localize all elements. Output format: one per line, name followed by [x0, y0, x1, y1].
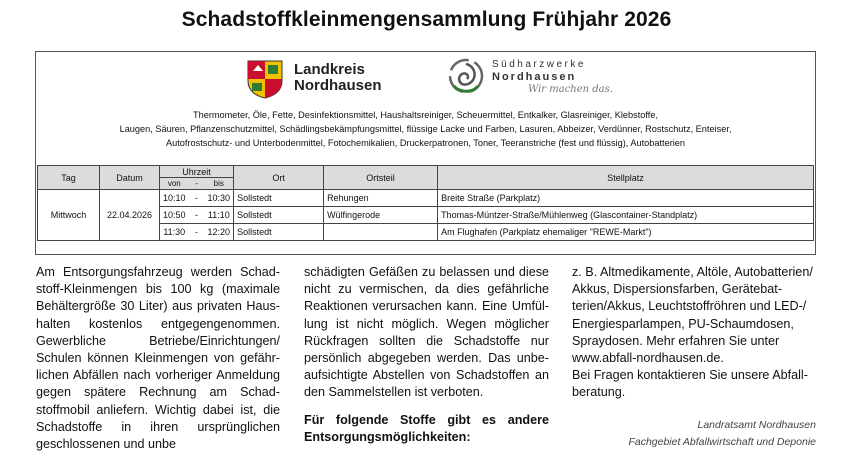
materials-line: Laugen, Säuren, Pflanzenschutzmittel, Schädlingsbekämpfungsmittel, flüssige Lacke und Farben, Lasuren, Abbeizer, Verdünner, Rostschutz, Enteiser,: [119, 124, 732, 134]
cell-tag: Mittwoch: [38, 190, 100, 241]
cell-ortsteil: Wülfingerode: [324, 207, 438, 224]
coat-of-arms-icon: [246, 59, 284, 99]
swirl-logo-icon: [446, 56, 486, 96]
landkreis-line2: Nordhausen: [294, 77, 382, 94]
cell-dash: -: [189, 190, 205, 207]
header-ortsteil: Ortsteil: [324, 166, 438, 190]
page-title: Schadstoffkleinmengensammlung Frühjahr 2026: [181, 8, 672, 31]
header-tag: Tag: [38, 166, 100, 190]
cell-bis: 12:20: [205, 224, 234, 241]
footer-line2: Fachgebiet Abfallwirtschaft und Deponie: [628, 436, 816, 448]
cell-ort: Sollstedt: [234, 190, 324, 207]
suedharzwerke-line2: Nordhausen: [492, 71, 577, 83]
cell-von: 10:50: [160, 207, 189, 224]
header-ort: Ort: [234, 166, 324, 190]
header-datum: Datum: [100, 166, 160, 190]
landkreis-logo: [246, 59, 436, 99]
body-column-3-text: z. B. Altmedikamente, Altöle, Autobatterien/ Akkus, Dispersionsfarben, Gerätebatterien/Akkus, Leuchtstoffröhren und LED-/ Energiesparlampen, PU-Schaumdosen, Spraydosen. Mehr erfahren Sie unter www.abfall-nordhausen.de.: [572, 265, 813, 366]
materials-list: [36, 108, 815, 150]
suedharzwerke-logo: [446, 56, 656, 100]
suedharzwerke-slogan: Wir machen das.: [528, 84, 613, 95]
header-stellplatz: Stellplatz: [438, 166, 814, 190]
body-column-3-contact: Bei Fragen kontaktieren Sie unsere Abfallberatung.: [572, 368, 808, 400]
cell-stellplatz: Thomas-Müntzer-Straße/Mühlenweg (Glascontainer-Standplatz): [438, 207, 814, 224]
materials-line: Autofrostschutz- und Unterbodenmittel, Fotochemikalien, Druckerpatronen, Toner, Teeranstriche (fest und flüssig), Autobatterien: [165, 138, 686, 148]
cell-ort: Sollstedt: [234, 224, 324, 241]
header-von: von: [160, 178, 189, 190]
cell-ortsteil: Rehungen: [324, 190, 438, 207]
cell-dash: -: [189, 207, 205, 224]
landkreis-line1: Landkreis: [294, 61, 365, 78]
footer-line1: Landratsamt Nordhausen: [697, 419, 816, 431]
cell-datum: 22.04.2026: [100, 190, 160, 241]
suedharzwerke-line1: Südharzwerke: [492, 59, 586, 70]
cell-von: 10:10: [160, 190, 189, 207]
header-uhrzeit: Uhrzeit: [160, 166, 234, 178]
cell-stellplatz: Am Flughafen (Parkplatz ehemaliger "REWE-Markt"): [438, 224, 814, 241]
landkreis-name: [294, 62, 382, 94]
cell-bis: 11:10: [205, 207, 234, 224]
cell-von: 11:30: [160, 224, 189, 241]
alternative-disposal-heading: Für folgende Stoffe gibt es andere Entsorgungsmöglichkeiten:: [304, 412, 549, 444]
body-column-1: Am Entsorgungsfahrzeug werden Schadstoff-Kleinmengen bis 100 kg (maximale Behältergröße 30 Liter) aus privaten Haushalten kostenlos entgegengenommen. Gewerbliche Betriebe/Einrichtungen/ Schulen können Kleinmengen von gefährlichen Abfällen nach vorheriger Anmeldung gegen spätere Rechnung am Schadstoffmobil anliefern. Wichtig dabei ist, die Schadstoffe in ihren ursprünglichen geschlossenen und unbe: [36, 265, 280, 452]
schedule-table: [37, 165, 814, 241]
body-column-3: [572, 264, 816, 402]
body-column-2-text: schädigten Gefäßen zu belassen und diese nicht zu vermischen, da dies gefährliche Reaktionen verursachen kann. Eine Umfüllung ist nicht möglich. Wegen möglicher Rückfragen sollten die Schadstoffe nur persönlich abgegeben werden. Das unbeaufsichtigte Abstellen von Schadstoffen an den Sammelstellen ist verboten.: [304, 265, 549, 400]
body-column-2: [304, 264, 549, 446]
header-dash: -: [189, 178, 205, 190]
materials-line: Thermometer, Öle, Fette, Desinfektionsmittel, Haushaltsreiniger, Scheuermittel, Entkalker, Glasreiniger, Klebstoffe,: [192, 110, 659, 120]
header-bis: bis: [205, 178, 234, 190]
cell-ortsteil: [324, 224, 438, 241]
cell-bis: 10:30: [205, 190, 234, 207]
footer-signature: [628, 417, 816, 451]
cell-stellplatz: Breite Straße (Parkplatz): [438, 190, 814, 207]
info-box: [35, 51, 816, 255]
cell-dash: -: [189, 224, 205, 241]
table-row: [38, 190, 814, 207]
cell-ort: Sollstedt: [234, 207, 324, 224]
